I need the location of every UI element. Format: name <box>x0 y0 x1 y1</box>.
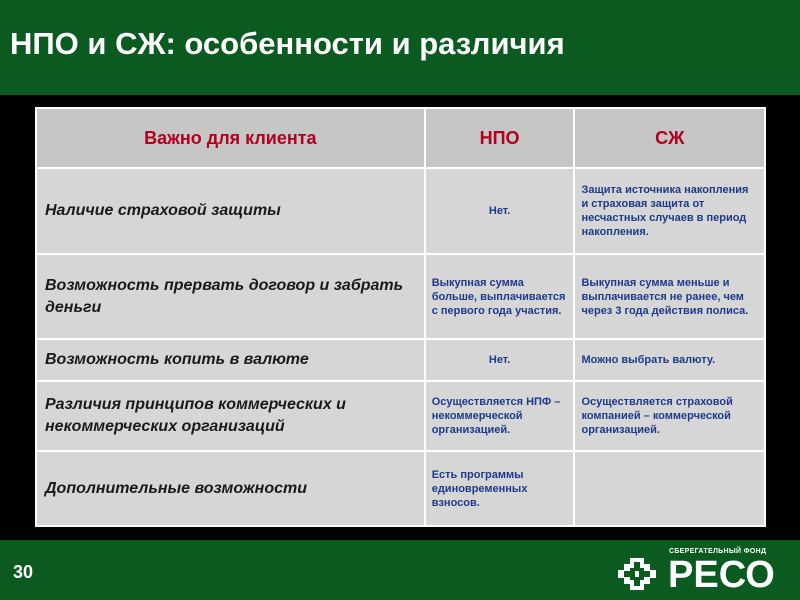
row-criterion: Наличие страховой защиты <box>36 168 425 254</box>
row-criterion: Дополнительные возможности <box>36 451 425 526</box>
table-row <box>36 254 765 339</box>
footer-bar <box>0 540 800 600</box>
row-szh-value: Осуществляется страховой компанией – коммерческой организацией. <box>574 381 765 451</box>
row-npo-value: Осуществляется НПФ – некоммерческой организацией. <box>425 381 575 451</box>
row-criterion: Возможность копить в валюте <box>36 339 425 381</box>
reso-logo <box>614 546 794 598</box>
title-bar <box>0 0 800 95</box>
logo-tagline: СБЕРЕГАТЕЛЬНЫЙ ФОНД <box>669 548 767 555</box>
reso-logo-icon <box>614 554 660 594</box>
row-npo-value: Есть программы единовременных взносов. <box>425 451 575 526</box>
table-row <box>36 451 765 526</box>
header-npo: НПО <box>425 108 575 168</box>
comparison-table <box>35 107 766 527</box>
page-number: 30 <box>13 562 34 582</box>
logo-name: РЕСО <box>668 554 775 596</box>
table-row <box>36 381 765 451</box>
row-npo-value: Нет. <box>425 339 575 381</box>
row-criterion: Различия принципов коммерческих и некоммерческих организаций <box>36 381 425 451</box>
row-szh-value: Защита источника накопления и страховая защита от несчастных случаев в период накопления. <box>574 168 765 254</box>
row-szh-value <box>574 451 765 526</box>
row-criterion: Возможность прервать договор и забрать деньги <box>36 254 425 339</box>
row-szh-value: Можно выбрать валюту. <box>574 339 765 381</box>
slide-title: НПО и СЖ: особенности и различия <box>10 26 565 61</box>
header-szh: СЖ <box>574 108 765 168</box>
row-szh-value: Выкупная сумма меньше и выплачивается не ранее, чем через 3 года действия полиса. <box>574 254 765 339</box>
row-npo-value: Нет. <box>425 168 575 254</box>
header-client-importance: Важно для клиента <box>36 108 425 168</box>
row-npo-value: Выкупная сумма больше, выплачивается с первого года участия. <box>425 254 575 339</box>
table-header-row <box>36 108 765 168</box>
table-row <box>36 339 765 381</box>
table-row <box>36 168 765 254</box>
